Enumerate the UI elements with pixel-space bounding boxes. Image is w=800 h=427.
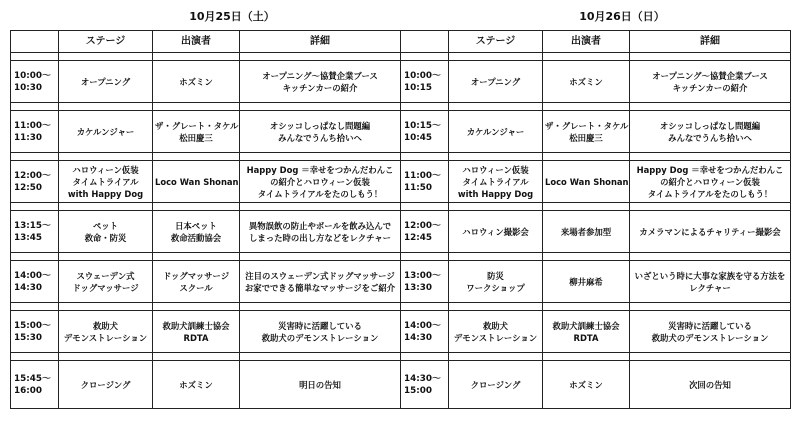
time-cell [401,111,449,153]
spacer-cell [11,203,59,211]
time-cell [11,111,59,153]
spacer-row [11,203,401,211]
column-header: 出演者 [153,31,240,53]
time-cell-line: 10:45 [404,132,433,143]
stage-cell-line: デモンストレーション [63,332,148,343]
time-cell-line: 15:30 [14,332,43,343]
stage-cell-line: カケルンジャー [76,126,135,137]
stage-cell-line: 救命・防災 [84,232,127,243]
spacer-cell [240,303,401,311]
table-row [401,361,791,409]
performer-cell-line: Loco Wan Shonan [545,176,629,187]
time-cell-line: 11:00～ [404,170,441,181]
spacer-cell [401,253,449,261]
time-cell-line: 10:15 [404,82,433,93]
spacer-row [401,303,791,311]
performer-cell [543,361,630,409]
detail-cell-line: いざという時に大事な家族を守る方法を [634,270,786,281]
spacer-cell [449,253,543,261]
column-header: 詳細 [240,31,401,53]
table-row [11,111,401,153]
detail-cell-line: Happy Dog ＝幸せをつかんだわんこ [636,164,784,175]
detail-cell-line: キッチンカーの紹介 [672,82,748,93]
time-cell-line: 10:00～ [14,70,51,81]
time-cell-line: 13:15～ [14,220,51,231]
time-cell-line: 10:15～ [404,120,441,131]
stage-cell-line: オープニング [470,76,521,87]
time-cell-line: 11:00～ [14,120,51,131]
table-row [11,361,401,409]
spacer-cell [401,103,449,111]
spacer-cell [630,103,791,111]
spacer-cell [543,303,630,311]
stage-cell [59,211,153,253]
detail-cell-line: 災害時に活躍している [668,320,752,331]
detail-cell-line: 明日の告知 [299,379,341,390]
stage-cell-line: ハロウィン撮影会 [462,226,529,237]
spacer-cell [543,203,630,211]
spacer-row [401,53,791,61]
spacer-row [11,253,401,261]
spacer-cell [11,353,59,361]
spacer-cell [630,353,791,361]
spacer-cell [11,253,59,261]
performer-cell [153,111,240,153]
stage-cell-line: ドッグマッサージ [72,282,139,293]
detail-cell-line: 救助犬のデモンストレーション [651,332,769,343]
time-cell [11,211,59,253]
detail-cell-line: Happy Dog ＝幸せをつかんだわんこ [246,164,394,175]
spacer-cell [11,103,59,111]
stage-cell-line: 救助犬 [482,320,509,331]
performer-cell [153,311,240,353]
detail-cell-line: オープニング～協賛企業ブース [262,70,378,81]
column-header: 出演者 [543,31,630,53]
time-cell-line: 12:00～ [14,170,51,181]
table-row [401,211,791,253]
detail-cell-line: 注目のスウェーデン式ドッグマッサージ [245,270,395,281]
stage-cell-line: ハロウィーン仮装 [72,164,139,175]
detail-cell-line: カメラマンによるチャリティー撮影会 [639,226,781,237]
column-header: 詳細 [630,31,791,53]
performer-cell-line: 柳井麻希 [569,276,603,287]
spacer-cell [153,203,240,211]
performer-cell-line: スクール [179,282,213,293]
spacer-cell [59,203,153,211]
detail-cell [240,161,401,203]
detail-cell [240,361,401,409]
time-cell-line: 12:00～ [404,220,441,231]
detail-cell-line: オシッコしっぱなし問題編 [659,120,761,131]
stage-cell-line: 防災 [487,270,504,281]
performer-cell-line: 救助犬訓練士協会 [162,320,230,331]
stage-cell [449,211,543,253]
spacer-cell [240,253,401,261]
stage-cell-line: オープニング [80,76,131,87]
time-cell-line: 15:00～ [14,320,51,331]
spacer-cell [543,53,630,61]
detail-cell [240,111,401,153]
detail-cell-line: 次回の告知 [689,379,731,390]
time-cell [401,161,449,203]
performer-cell [153,261,240,303]
detail-cell [630,161,791,203]
performer-cell-line: Loco Wan Shonan [155,176,239,187]
detail-cell [240,311,401,353]
spacer-cell [153,103,240,111]
spacer-cell [11,153,59,161]
stage-cell-line: タイムトライアル [462,176,529,187]
stage-cell [449,261,543,303]
performer-cell-line: ザ・グレート・タケル [155,120,239,131]
performer-cell [153,161,240,203]
detail-cell [240,261,401,303]
table-row [11,161,401,203]
column-header: ステージ [449,31,543,53]
spacer-cell [153,353,240,361]
time-cell-line: 13:30 [404,282,433,293]
stage-cell-line: with Happy Dog [67,188,144,199]
stage-cell-line: with Happy Dog [457,188,534,199]
spacer-cell [401,153,449,161]
time-cell-line: 13:00～ [404,270,441,281]
performer-cell-line: RDTA [183,332,209,343]
spacer-cell [59,253,153,261]
schedule-table-day1 [10,30,401,409]
time-cell-line: 15:45～ [14,373,51,384]
time-cell [11,261,59,303]
detail-cell-line: オシッコしっぱなし問題編 [269,120,371,131]
spacer-cell [630,303,791,311]
time-cell [401,361,449,409]
spacer-row [11,153,401,161]
spacer-row [401,103,791,111]
time-cell-line: 14:00～ [404,320,441,331]
table-row [11,261,401,303]
time-cell-line: 16:00 [14,385,43,396]
detail-cell [630,361,791,409]
stage-cell [59,311,153,353]
spacer-cell [449,353,543,361]
spacer-cell [401,353,449,361]
detail-cell [630,111,791,153]
spacer-cell [240,153,401,161]
table-row [11,311,401,353]
detail-cell-line: オープニング～協賛企業ブース [652,70,768,81]
spacer-cell [153,303,240,311]
stage-cell-line: ペット [92,220,119,231]
table-row [11,61,401,103]
performer-cell-line: ホズミン [179,76,213,87]
time-cell-line: 10:00～ [404,70,441,81]
spacer-cell [449,103,543,111]
column-header: ステージ [59,31,153,53]
table-row [11,211,401,253]
time-cell-line: 10:30 [14,82,43,93]
spacer-cell [59,303,153,311]
detail-cell-line: 異物誤飲の防止やボールを飲み込んで [248,220,392,231]
detail-cell [630,211,791,253]
stage-cell-line: クロージング [80,379,131,390]
table-row [401,61,791,103]
spacer-cell [11,303,59,311]
time-cell [401,311,449,353]
detail-cell [630,61,791,103]
header-row [401,31,791,53]
performer-cell [543,211,630,253]
detail-cell-line: の紹介とハロウィーン仮装 [270,176,370,187]
time-cell [11,361,59,409]
spacer-cell [153,153,240,161]
performer-cell [543,161,630,203]
detail-cell-line: タイムトライアルをたのしもう！ [257,188,383,199]
performer-cell-line: ホズミン [569,379,603,390]
detail-cell-line: タイムトライアルをたのしもう！ [647,188,773,199]
performer-cell-line: 救命活動協会 [170,232,222,243]
performer-cell-line: ホズミン [569,76,603,87]
performer-cell [543,111,630,153]
day-title-1: 10月26日（日） [579,10,665,23]
spacer-cell [59,103,153,111]
stage-cell [449,161,543,203]
spacer-cell [401,203,449,211]
spacer-row [11,353,401,361]
detail-cell-line: 災害時に活躍している [278,320,362,331]
time-cell-line: 12:50 [14,182,43,193]
spacer-cell [543,153,630,161]
stage-cell-line: スウェーデン式 [76,270,135,281]
detail-cell-line: しまった時の出し方などをレクチャー [249,232,391,243]
time-cell-line: 15:00 [404,385,433,396]
time-cell-line: 11:30 [14,132,43,143]
time-cell-line: 14:00～ [14,270,51,281]
performer-cell-line: 松田慶三 [179,132,213,143]
spacer-cell [240,353,401,361]
spacer-cell [630,153,791,161]
performer-cell [543,261,630,303]
spacer-row [401,203,791,211]
detail-cell [630,311,791,353]
time-cell-line: 14:30～ [404,373,441,384]
spacer-cell [401,303,449,311]
spacer-cell [449,153,543,161]
stage-cell [59,161,153,203]
spacer-cell [449,303,543,311]
detail-cell-line: お家でできる簡単なマッサージをご紹介 [244,282,396,293]
detail-cell-line: 救助犬のデモンストレーション [261,332,379,343]
column-header [401,31,449,53]
spacer-row [401,253,791,261]
stage-cell [59,361,153,409]
stage-cell [449,361,543,409]
table-row [401,161,791,203]
detail-cell-line: みんなでうんち拾いへ [668,132,752,143]
stage-cell [59,61,153,103]
spacer-cell [240,103,401,111]
detail-cell-line: みんなでうんち拾いへ [278,132,362,143]
performer-cell-line: ホズミン [179,379,213,390]
stage-cell-line: ワークショップ [466,282,525,293]
performer-cell-line: 救助犬訓練士協会 [552,320,620,331]
time-cell-line: 14:30 [14,282,43,293]
spacer-cell [240,203,401,211]
stage-cell-line: カケルンジャー [466,126,525,137]
performer-cell-line: 日本ペット [175,220,217,231]
detail-cell-line: の紹介とハロウィーン仮装 [660,176,760,187]
detail-cell-line: レクチャー [689,282,731,293]
spacer-cell [543,353,630,361]
stage-cell [449,111,543,153]
stage-cell-line: クロージング [470,379,521,390]
time-cell [11,61,59,103]
column-header [11,31,59,53]
performer-cell-line: 松田慶三 [569,132,603,143]
spacer-cell [59,53,153,61]
spacer-row [11,303,401,311]
performer-cell-line: ドッグマッサージ [162,270,230,281]
table-row [401,311,791,353]
day-title-0: 10月25日（土） [189,10,275,23]
detail-cell-line: キッチンカーの紹介 [282,82,358,93]
spacer-row [11,103,401,111]
time-cell [11,311,59,353]
performer-cell-line: ザ・グレート・タケル [545,120,629,131]
time-cell [401,261,449,303]
spacer-cell [401,53,449,61]
spacer-row [11,53,401,61]
time-cell-line: 12:45 [404,232,433,243]
table-row [401,261,791,303]
spacer-cell [240,53,401,61]
stage-cell-line: タイムトライアル [72,176,139,187]
stage-cell-line: ハロウィーン仮装 [462,164,529,175]
spacer-row [401,153,791,161]
table-row [401,111,791,153]
performer-cell-line: 来場者参加型 [560,226,612,237]
spacer-cell [449,203,543,211]
performer-cell [543,311,630,353]
spacer-cell [153,253,240,261]
spacer-cell [543,253,630,261]
detail-cell [630,261,791,303]
detail-cell [240,211,401,253]
time-cell [401,61,449,103]
performer-cell [543,61,630,103]
spacer-row [401,353,791,361]
spacer-cell [449,53,543,61]
performer-cell [153,361,240,409]
spacer-cell [630,53,791,61]
spacer-cell [59,153,153,161]
time-cell-line: 14:30 [404,332,433,343]
detail-cell [240,61,401,103]
stage-cell [449,311,543,353]
header-row [11,31,401,53]
performer-cell-line: RDTA [573,332,599,343]
performer-cell [153,211,240,253]
spacer-cell [630,203,791,211]
stage-cell [449,61,543,103]
stage-cell [59,261,153,303]
performer-cell [153,61,240,103]
spacer-cell [59,353,153,361]
spacer-cell [153,53,240,61]
spacer-cell [11,53,59,61]
time-cell-line: 13:45 [14,232,43,243]
schedule-table-day2 [400,30,791,409]
time-cell [11,161,59,203]
stage-cell-line: 救助犬 [92,320,119,331]
time-cell [401,211,449,253]
stage-cell [59,111,153,153]
spacer-cell [630,253,791,261]
stage-cell-line: デモンストレーション [453,332,538,343]
time-cell-line: 11:50 [404,182,433,193]
spacer-cell [543,103,630,111]
